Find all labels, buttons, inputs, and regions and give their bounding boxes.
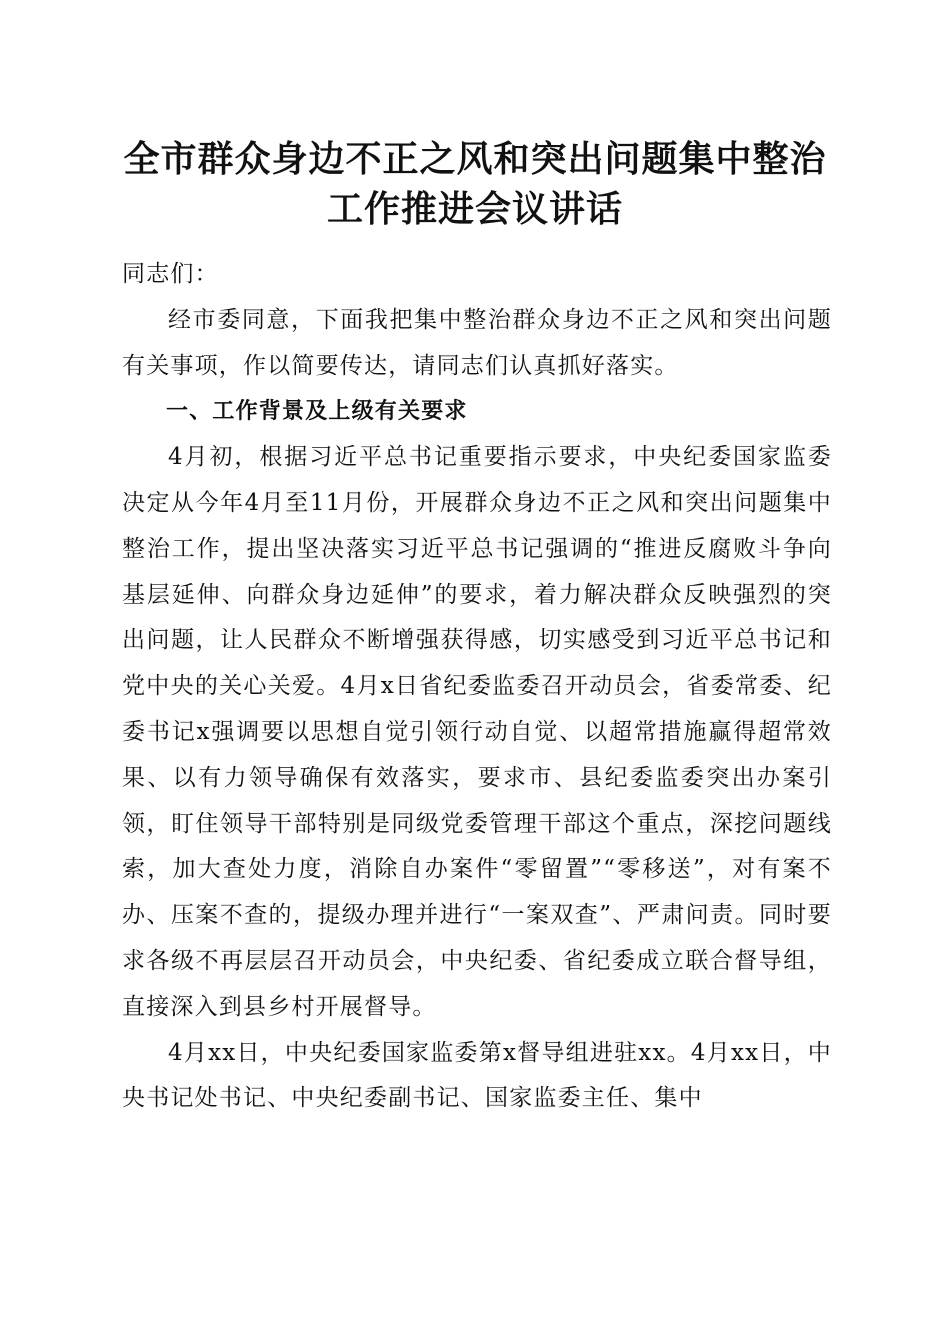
salutation: 同志们： [122, 261, 219, 287]
section-heading: 一、工作背景及上级有关要求 [166, 399, 468, 425]
paragraph-background: 4月初，根据习近平总书记重要指示要求，中央纪委国家监委决定从今年4月至11月份，开展群众身边不正之风和突出问题集中整治工作，提出坚决落实习近平总书记强调的“推进反腐败斗争向基层延伸、向群众身边延伸”的要求，着力解决群众反映强烈的突出问题，让人民群众不断增强获得感，切实感受到习近平总书记和党中央的关心关爱。4月x日省纪委监委召开动员会，省委常委、纪委书记x强调要以思想自觉引领行动自觉、以超常措施赢得超常效果、以有力领导确保有效落实，要求市、县纪委监委突出办案引领，盯住领导干部特别是同级党委管理干部这个重点，深挖问题线索，加大查处力度，消除自办案件“零留置”“零移送”，对有案不办、压案不查的，提级办理并进行“一案双查”、严肃问责。同时要求各级不再层层召开动员会，中央纪委、省纪委成立联合督导组，直接深入到县乡村开展督导。 [122, 444, 832, 1020]
document-title: 全市群众身边不正之风和突出问题集中整治工作推进会议讲话 [123, 138, 827, 230]
paragraph-intro: 经市委同意，下面我把集中整治群众身边不正之风和突出问题有关事项，作以简要传达，请同志们认真抓好落实。 [122, 306, 832, 379]
document-body [122, 252, 832, 1122]
paragraph-inspection: 4月xx日，中央纪委国家监委第x督导组进驻xx。4月xx日，中央书记处书记、中央纪委副书记、国家监委主任、集中 [122, 1039, 832, 1112]
